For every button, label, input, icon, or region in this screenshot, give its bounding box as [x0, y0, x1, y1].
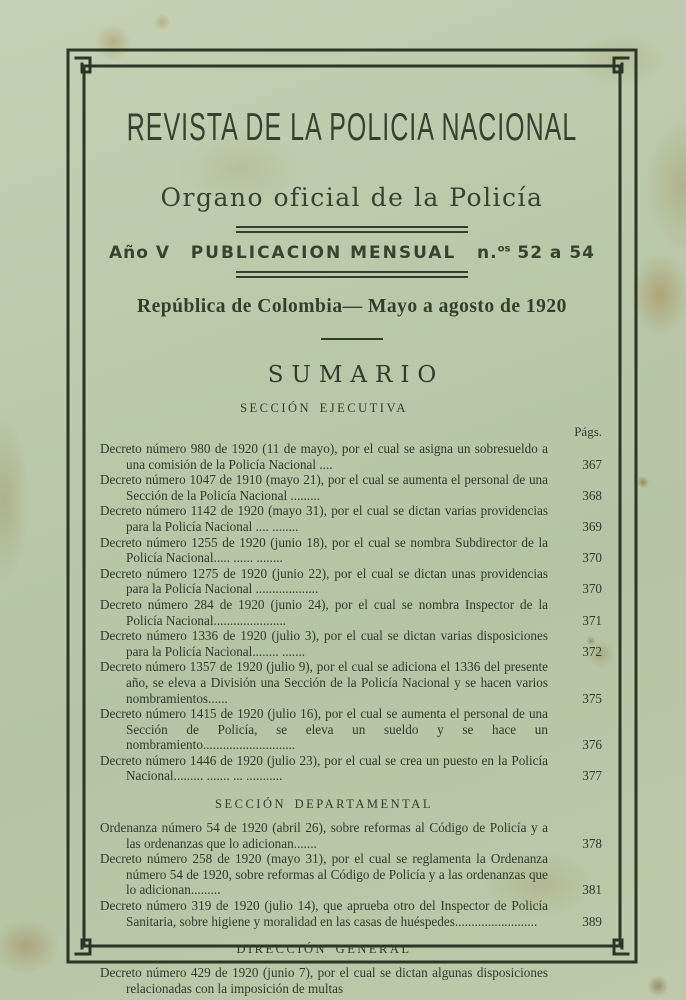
toc-entry-text: Decreto número 1336 de 1920 (julio 3), por el cual se dictan varias disposiciones para la Policía Nacional........ ....... — [100, 628, 548, 659]
issue-info-row — [109, 243, 595, 263]
toc-entry-text: Decreto número 429 de 1920 (junio 7), por el cual se dictan algunas disposiciones relacionadas con la imposición de multas — [100, 965, 548, 996]
short-rule-divider — [321, 338, 383, 340]
toc-entry-text: Decreto número 1357 de 1920 (julio 9), por el cual se adiciona el 1336 del presente año, se eleva a División una Sección de la Policía Nacional y se hacen varios nombramientos...... — [100, 659, 548, 706]
issue-numbers: n.$^{os}$ 52 a 54 — [477, 243, 595, 263]
toc-entry — [100, 659, 602, 706]
toc-entry — [100, 441, 602, 472]
toc-entry — [100, 898, 602, 929]
toc-entry — [100, 503, 602, 534]
toc-entry-text: Decreto número 1415 de 1920 (julio 16), por el cual se aumenta el personal de una Sección de Policía, se eleva un sueldo y se hace un nombramiento............................ — [100, 706, 548, 753]
year-label: Año V — [109, 243, 171, 263]
toc-entry — [100, 753, 602, 784]
table-of-contents — [100, 401, 602, 996]
toc-entry-text: Decreto número 319 de 1920 (julio 14), que aprueba otro del Inspector de Policía Sanitaria, sobre higiene y moralidad en las casas de huéspedes......................... — [100, 898, 548, 929]
toc-entry-page-number: 389 — [582, 913, 602, 929]
toc-entry — [100, 566, 602, 597]
toc-entry-page-number: 371 — [582, 612, 602, 628]
section-heading: SECCIÓN DEPARTAMENTAL — [215, 797, 433, 812]
toc-entry — [100, 535, 602, 566]
pages-column-label: Págs. — [574, 424, 602, 439]
toc-entry-page-number: 370 — [582, 581, 602, 597]
toc-entry-text: Decreto número 1047 de 1910 (mayo 21), por el cual se aumenta el personal de una Sección de la Policía Nacional ......... — [100, 472, 548, 503]
frequency-label: PUBLICACION MENSUAL — [190, 243, 457, 263]
toc-entry-text: Decreto número 1275 de 1920 (junio 22), por el cual se dictan unas providencias para la Policía Nacional ................... — [100, 565, 548, 597]
toc-entry-text: Decreto número 258 de 1920 (mayo 31), por el cual se reglamenta la Ordenanza número 54 de 1920, sobre reformas al Código de Policía y a las ordenanzas que lo adicionan......... — [100, 851, 548, 898]
toc-entry-page-number: 381 — [582, 882, 602, 898]
toc-entry-text: Decreto número 1255 de 1920 (junio 18), por el cual se nombra Subdirector de la Policía Nacional..... ...... ........ — [100, 534, 548, 566]
edition-line: República de Colombia— Mayo a agosto de 1920 — [137, 296, 567, 317]
toc-entry-text: Ordenanza número 54 de 1920 (abril 26), sobre reformas al Código de Policía y a las ordenanzas que lo adicionan....... — [100, 820, 548, 851]
toc-entry-page-number: 369 — [582, 518, 602, 534]
double-rule-divider-bottom — [236, 271, 468, 278]
toc-entry-page-number: 372 — [582, 643, 602, 659]
toc-entry-text: Decreto número 1446 de 1920 (julio 23), por el cual se crea un puesto en la Policía Nacional......... ....... ... ........... — [100, 752, 548, 784]
toc-entry-page-number: 376 — [582, 737, 602, 753]
toc-entry — [100, 597, 602, 628]
page-title: REVISTA DE LA POLICIA NACIONAL — [126, 106, 578, 150]
toc-entry — [100, 706, 602, 753]
toc-entry-page-number: 375 — [582, 690, 602, 706]
toc-entry-text: Decreto número 1142 de 1920 (mayo 31), por el cual se dictan varias providencias para la Policía Nacional .... ........ — [100, 503, 548, 534]
toc-entry — [100, 628, 602, 659]
toc-entry-page-number: 370 — [582, 550, 602, 566]
cover-content — [84, 66, 620, 996]
toc-entry — [100, 851, 602, 898]
toc-entry — [100, 820, 602, 851]
toc-entry-text: Decreto número 284 de 1920 (junio 24), por el cual se nombra Inspector de la Policía Nacional...................... — [100, 596, 548, 628]
toc-entry-page-number: 377 — [582, 768, 602, 784]
summary-title: SUMARIO — [267, 362, 445, 388]
toc-entry — [100, 472, 602, 503]
double-rule-divider-top — [236, 226, 468, 233]
toc-entry-page-number: 367 — [582, 456, 602, 472]
subtitle: Organo oficial de la Policía — [160, 183, 544, 212]
section-heading: DIRECCIÓN GENERAL — [236, 942, 412, 957]
toc-entry-page-number: 368 — [582, 487, 602, 503]
toc-entry-text: Decreto número 980 de 1920 (11 de mayo), por el cual se asigna un sobresueldo a una comisión de la Policía Nacional .... — [100, 441, 548, 472]
toc-entry-page-number: 378 — [582, 835, 602, 851]
section-heading: SECCIÓN EJECUTIVA — [240, 401, 408, 415]
toc-entry — [100, 965, 602, 996]
